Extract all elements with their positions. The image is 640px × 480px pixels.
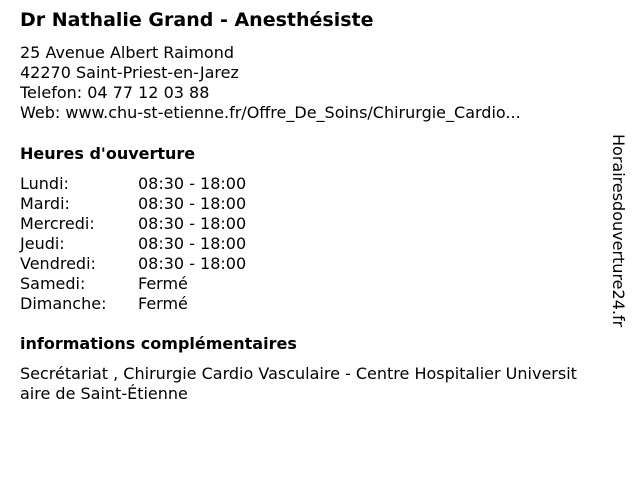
day-label: Mercredi: <box>20 214 95 233</box>
additional-info-text: Secrétariat , Chirurgie Cardio Vasculaire - Centre Hospitalier Universitaire de Saint-Étienne <box>20 364 577 403</box>
address-city: 42270 Saint-Priest-en-Jarez <box>20 63 239 82</box>
address-street: 25 Avenue Albert Raimond <box>20 43 234 62</box>
day-label: Vendredi: <box>20 254 96 273</box>
phone-text: Telefon: 04 77 12 03 88 <box>20 83 210 102</box>
day-hours: 08:30 - 18:00 <box>138 214 247 233</box>
day-label: Samedi: <box>20 274 86 293</box>
day-label: Jeudi: <box>20 234 65 253</box>
site-watermark <box>604 134 640 344</box>
day-label: Dimanche: <box>20 294 107 313</box>
page-title: Dr Nathalie Grand - Anesthésiste <box>20 9 374 31</box>
day-hours: Fermé <box>138 294 188 313</box>
day-hours: 08:30 - 18:00 <box>138 234 247 253</box>
additional-info-heading: informations complémentaires <box>20 334 297 353</box>
day-label: Lundi: <box>20 174 69 193</box>
watermark-text: Horairesdouverture24.fr <box>609 134 628 328</box>
day-hours: 08:30 - 18:00 <box>138 174 247 193</box>
day-label: Mardi: <box>20 194 70 213</box>
day-hours: 08:30 - 18:00 <box>138 194 247 213</box>
contact-block <box>20 43 521 123</box>
website-link[interactable]: Web: www.chu-st-etienne.fr/Offre_De_Soins/Chirurgie_Cardio... <box>20 103 521 122</box>
day-hours: Fermé <box>138 274 188 293</box>
day-hours: 08:30 - 18:00 <box>138 254 247 273</box>
opening-hours-heading: Heures d'ouverture <box>20 144 196 163</box>
